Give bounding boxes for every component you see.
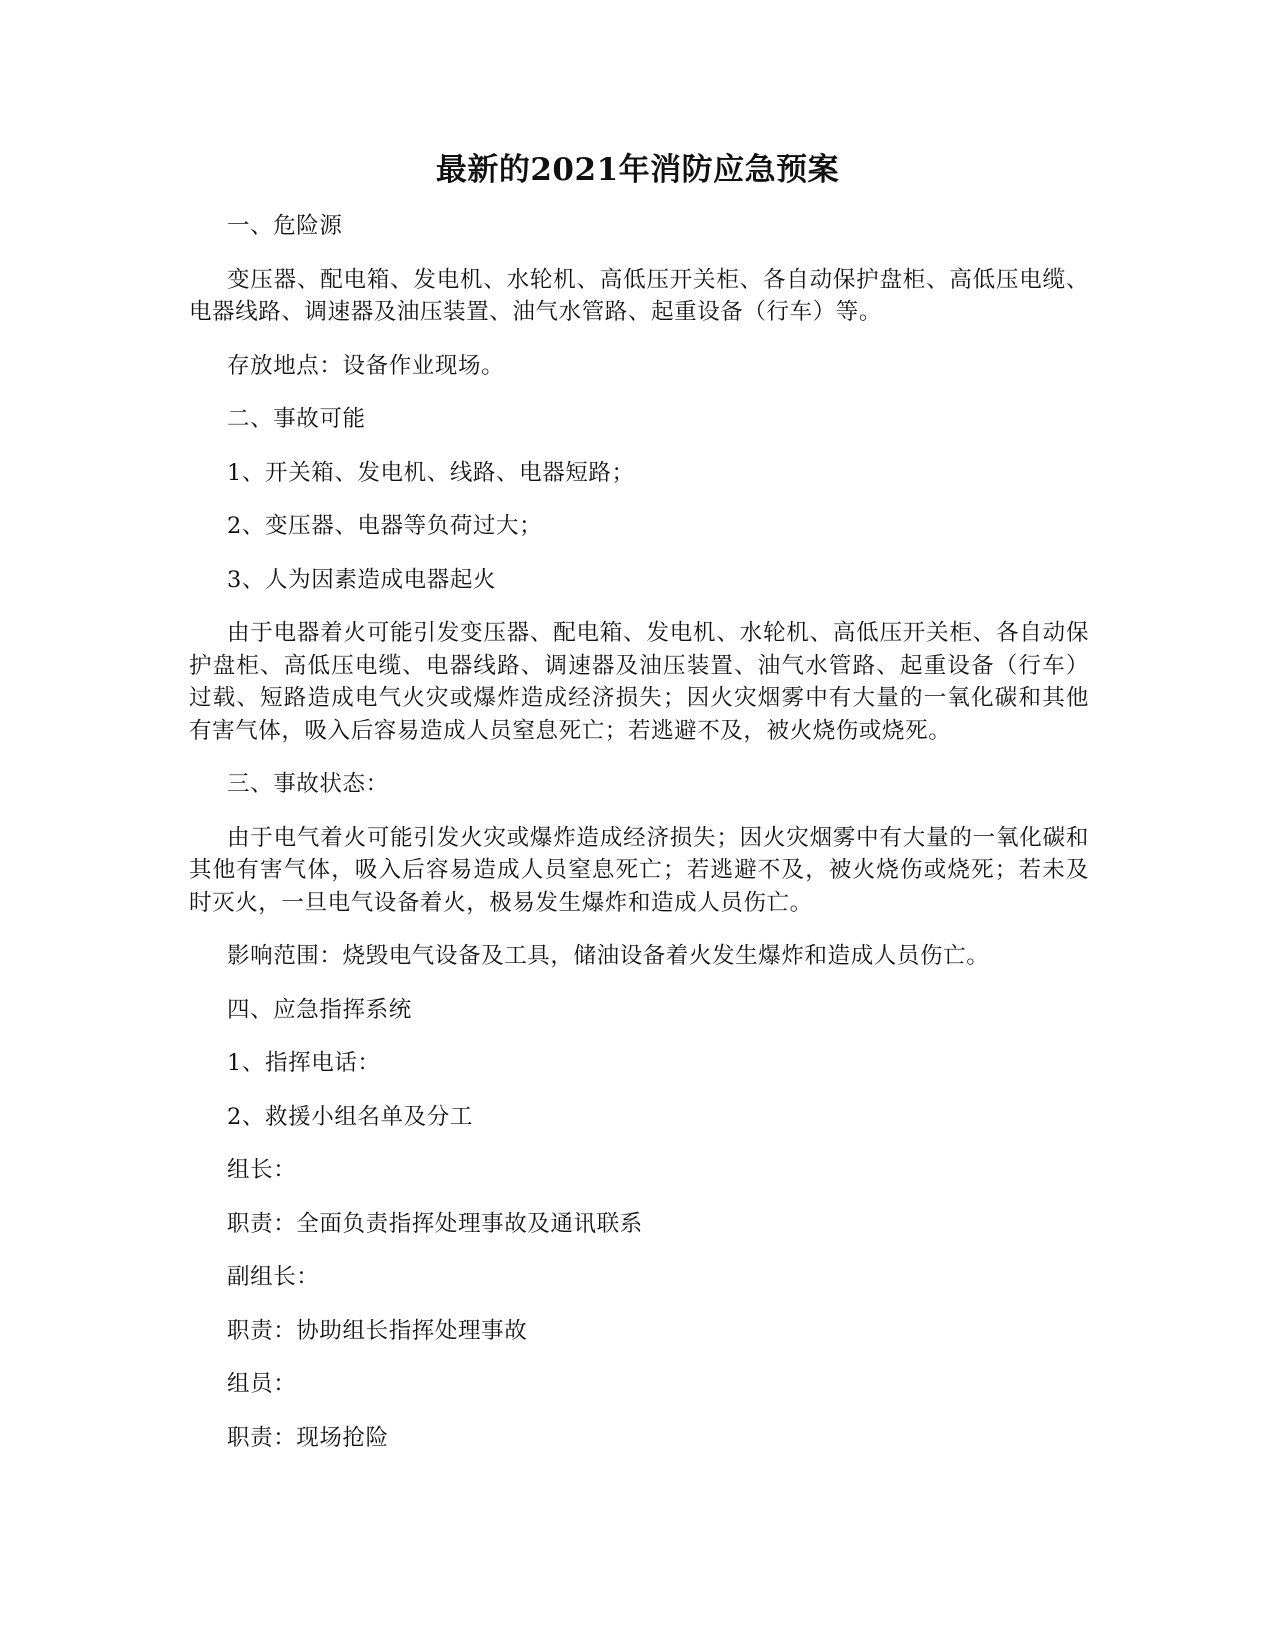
accident-state-description: 由于电气着火可能引发火灾或爆炸造成经济损失；因火灾烟雾中有大量的一氧化碳和其他有害气体，吸入后容易造成人员窒息死亡；若逃避不及，被火烧伤或烧死；若未及时灭火，一旦电气设备着火，极易发生爆炸和造成人员伤亡。 [189,824,1089,916]
possibility-item-1: 1、开关箱、发电机、线路、电器短路； [227,459,635,486]
possibility-item-2: 2、变压器、电器等负荷过大； [227,513,543,539]
deputy-leader: 副组长： [227,1264,320,1290]
deputy-leader-duty: 职责：协助组长指挥处理事故 [227,1317,528,1344]
team-leader-duty: 职责：全面负责指挥处理事故及通讯联系 [227,1210,643,1237]
team-members-duty: 职责：现场抢险 [227,1424,389,1451]
section-heading-command-system: 四、应急指挥系统 [227,996,412,1023]
impact-scope: 影响范围：烧毁电气设备及工具，储油设备着火发生爆炸和造成人员伤亡。 [227,943,990,969]
section-heading-accident-possibility: 二、事故可能 [227,406,366,432]
hazard-equipment-list: 变压器、配电箱、发电机、水轮机、高低压开关柜、各自动保护盘柜、高低压电缆、电器线路、调速器及油压装置、油气水管路、起重设备（行车）等。 [189,266,1089,325]
rescue-team-list: 2、救援小组名单及分工 [227,1103,473,1130]
team-leader: 组长： [227,1157,297,1183]
document-body [189,210,1089,1475]
section-heading-hazard-source: 一、危险源 [227,213,343,239]
possibility-description: 由于电器着火可能引发变压器、配电箱、发电机、水轮机、高低压开关柜、各自动保护盘柜、高低压电缆、电器线路、调速器及油压装置、油气水管路、起重设备（行车）过载、短路造成电气火灾或爆炸造成经济损失；因火灾烟雾中有大量的一氧化碳和其他有害气体，吸入后容易造成人员窒息死亡；若逃避不及，被火烧伤或烧死。 [189,620,1089,744]
storage-location: 存放地点：设备作业现场。 [227,352,505,379]
possibility-item-3: 3、人为因素造成电器起火 [227,566,497,593]
section-heading-accident-state: 三、事故状态： [227,771,389,797]
document-title: 最新的2021年消防应急预案 [435,152,840,188]
command-phone: 1、指挥电话： [227,1050,381,1076]
team-members: 组员： [227,1371,297,1397]
